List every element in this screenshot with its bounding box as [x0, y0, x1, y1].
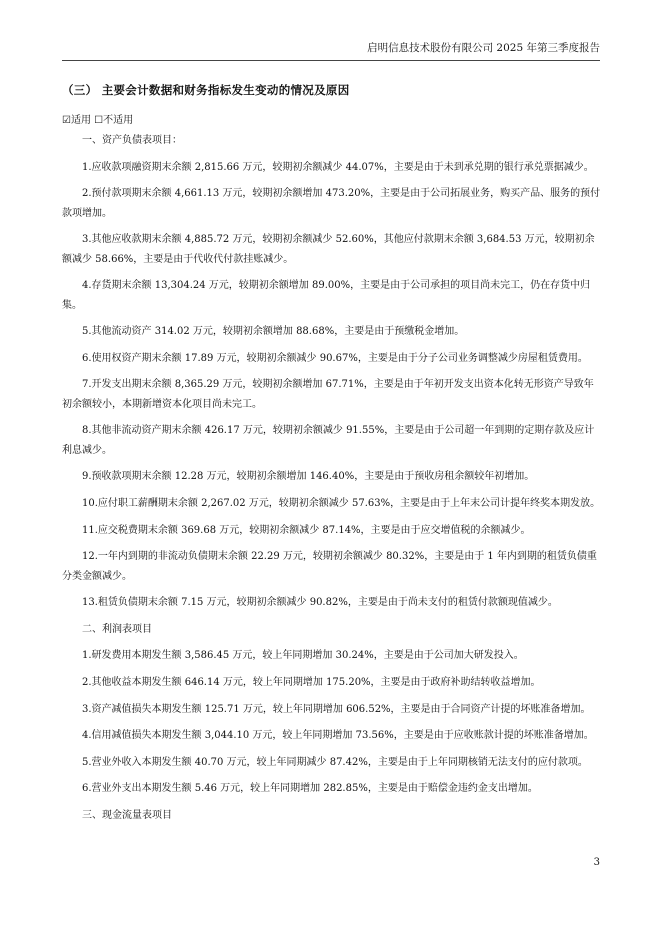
- section-title: （三） 主要会计数据和财务指标发生变动的情况及原因: [62, 83, 350, 97]
- paragraph-rd-expenses: 1.研发费用本期发生额 3,586.45 万元，较上年同期增加 30.24%，主要是由于公司加大研发投入。: [82, 650, 524, 662]
- paragraph-receivables-financing: 1.应收款项融资期末余额 2,815.66 万元，较期初余额减少 44.07%，主要是由于未到承兑期的银行承兑票据减少。: [82, 161, 594, 173]
- paragraph-other-current-assets: 5.其他流动资产 314.02 万元，较期初余额增加 88.68%，主要是由于预缴税金增加。: [82, 326, 465, 338]
- paragraph-right-of-use-assets: 6.使用权资产期末余额 17.89 万元，较期初余额减少 90.67%，主要是由于分子公司业务调整减少房屋租赁费用。: [82, 352, 588, 364]
- paragraph-non-operating-expenses: 6.营业外支出本期发生额 5.46 万元，较上年同期增加 282.85%，主要是由于赔偿金违约金支出增加。: [82, 783, 538, 795]
- page-header: [62, 40, 600, 61]
- paragraph-employee-payables: 10.应付职工薪酬期末余额 2,267.02 万元，较期初余额减少 57.63%，主要是由于上年末公司计提年终奖本期发放。: [82, 497, 601, 509]
- paragraph-other-receivables: 3.其他应收款期末余额 4,885.72 万元，较期初余额减少 52.60%，其他应付款期末余额 3,684.53 万元，较期初余额减少 58.66%，主要是由于代收代付款挂账减少。: [62, 234, 595, 265]
- paragraph-current-non-current-liabilities: 12.一年内到期的非流动负债期末余额 22.29 万元，较期初余额减少 80.32%，主要是由于 1 年内到期的租赁负债重分类金额减少。: [62, 551, 597, 582]
- paragraph-other-non-current-assets: 8.其他非流动资产期末余额 426.17 万元，较期初余额减少 91.55%，主要是由于公司超一年到期的定期存款及应计利息减少。: [62, 425, 595, 456]
- page-number: 3: [593, 857, 600, 868]
- header-company-report: 启明信息技术股份有限公司 2025 年第三季度报告: [367, 42, 600, 54]
- paragraph-cash-flow-heading: 三、现金流量表项目: [82, 809, 172, 821]
- paragraph-non-operating-income: 5.营业外收入本期发生额 40.70 万元，较上年同期减少 87.42%，主要是由于上年同期核销无法支付的应付款项。: [82, 756, 588, 768]
- paragraph-development-expenditure: 7.开发支出期末余额 8,365.29 万元，较期初余额增加 67.71%，主要是由于年初开发支出资本化转无形资产导致年初余额较小，本期新增资本化项目尚未完工。: [62, 379, 594, 410]
- paragraph-advance-receipts: 9.预收款项期末余额 12.28 万元，较期初余额增加 146.40%，主要是由于预收房租余额较年初增加。: [82, 471, 535, 483]
- paragraph-balance-sheet-heading: 一、资产负债表项目：: [82, 135, 182, 146]
- paragraph-lease-liabilities: 13.租赁负债期末余额 7.15 万元，较期初余额减少 90.82%，主要是由于尚未支付的租赁付款额现值减少。: [82, 597, 558, 609]
- paragraph-inventory: 4.存货期末余额 13,304.24 万元，较期初余额增加 89.00%，主要是由于公司承担的项目尚未完工，仍在存货中归集。: [62, 280, 591, 311]
- paragraph-taxes-payable: 11.应交税费期末余额 369.68 万元，较期初余额减少 87.14%，主要是由于应交增值税的余额减少。: [82, 524, 531, 536]
- paragraph-asset-impairment: 3.资产减值损失本期发生额 125.71 万元，较上年同期增加 606.52%，主要是由于合同资产计提的坏账准备增加。: [82, 703, 591, 715]
- applicable-checkbox-line: ☑适用 ☐不适用: [62, 115, 134, 126]
- report-body: [62, 131, 602, 833]
- paragraph-credit-impairment: 4.信用减值损失本期发生额 3,044.10 万元，较上年同期增加 73.56%，主要是由于应收账款计提的坏账准备增加。: [82, 730, 594, 742]
- paragraph-income-statement-heading: 二、利润表项目: [82, 623, 152, 635]
- paragraph-other-income: 2.其他收益本期发生额 646.14 万元，较上年同期增加 175.20%，主要是由于政府补助结转收益增加。: [82, 676, 541, 688]
- paragraph-prepayments: 2.预付款项期末余额 4,661.13 万元，较期初余额增加 473.20%，主要是由于公司拓展业务，购买产品、服务的预付款项增加。: [62, 188, 601, 219]
